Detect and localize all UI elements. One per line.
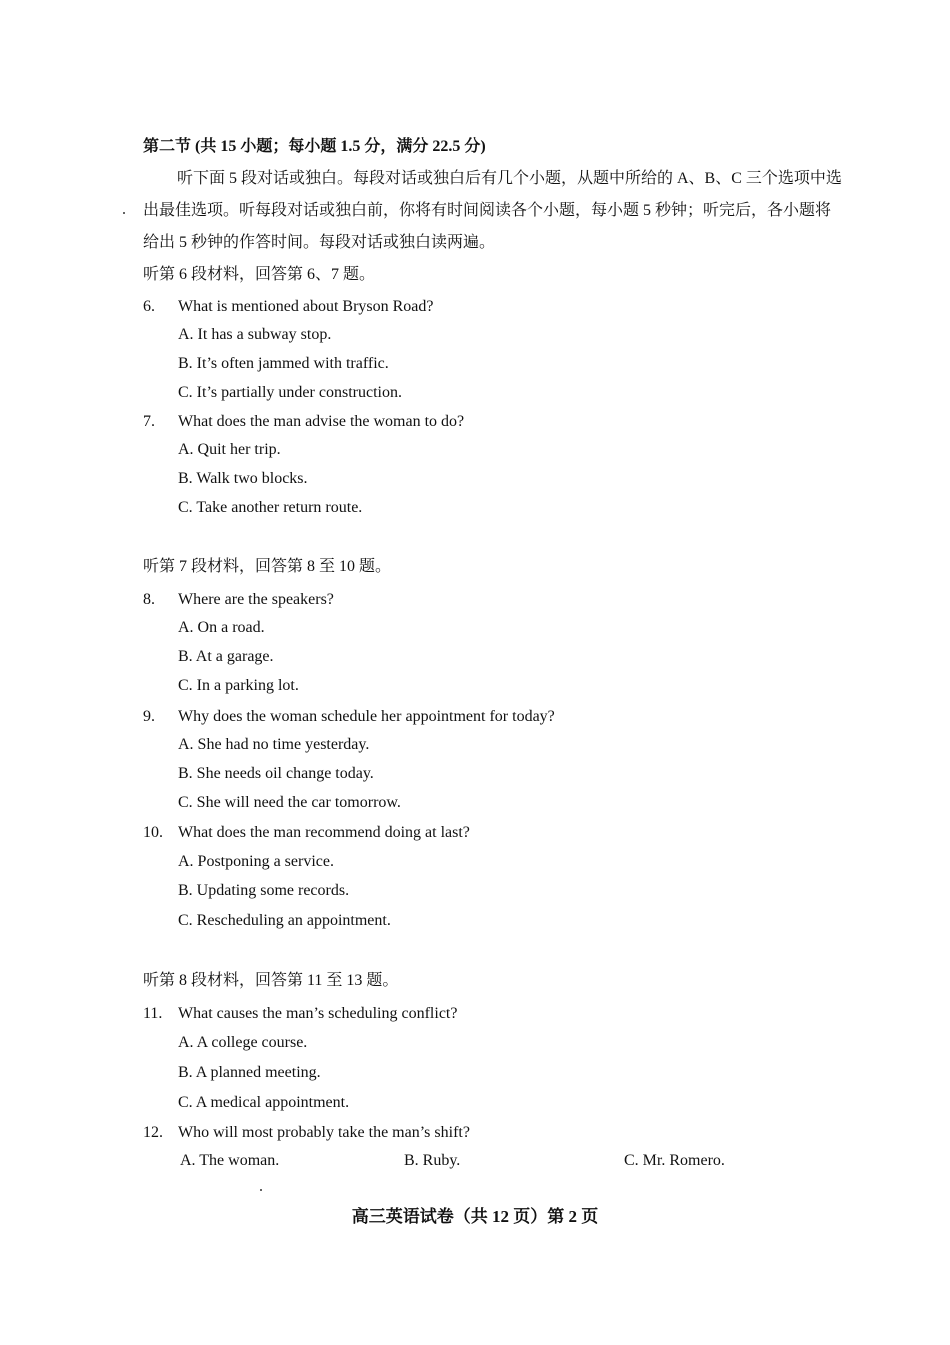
question <box>143 412 464 432</box>
question-number: 9. <box>143 708 155 725</box>
page-footer: 高三英语试卷（共 12 页）第 2 页 <box>351 1207 599 1226</box>
question-text: Where are the speakers? <box>178 591 334 608</box>
option: B. It’s often jammed with traffic. <box>178 355 389 372</box>
option: A. On a road. <box>178 619 265 636</box>
option: A. She had no time yesterday. <box>178 736 370 753</box>
option: C. Rescheduling an appointment. <box>178 912 391 929</box>
question <box>143 590 334 610</box>
question <box>143 823 470 843</box>
option: A. It has a subway stop. <box>178 326 332 343</box>
question-number: 10. <box>143 824 163 841</box>
question-text: What causes the man’s scheduling conflict? <box>178 1005 458 1022</box>
option: A. Postponing a service. <box>178 853 334 870</box>
question-number: 12. <box>143 1124 163 1141</box>
question-number: 11. <box>143 1005 163 1022</box>
option: B. She needs oil change today. <box>178 765 374 782</box>
question-text: What does the man recommend doing at last? <box>178 824 470 841</box>
group-header: 听第 7 段材料，回答第 8 至 10 题。 <box>143 558 392 575</box>
scan-speck <box>123 212 125 214</box>
option: C. In a parking lot. <box>178 677 299 694</box>
question-number: 8. <box>143 591 155 608</box>
question-text: What does the man advise the woman to do? <box>178 413 465 430</box>
question <box>143 1004 457 1024</box>
question-text: Who will most probably take the man’s shift? <box>178 1124 470 1141</box>
group-header: 听第 6 段材料，回答第 6、7 题。 <box>143 266 376 283</box>
inline-options <box>180 1152 780 1172</box>
option: B. Updating some records. <box>178 882 350 899</box>
section-title: 第二节 (共 15 小题；每小题 1.5 分，满分 22.5 分) <box>143 138 486 155</box>
option: A. The woman. <box>180 1152 280 1169</box>
option: C. She will need the car tomorrow. <box>178 794 401 811</box>
option: A. Quit her trip. <box>178 441 281 458</box>
option: C. Mr. Romero. <box>624 1152 725 1169</box>
question-number: 7. <box>143 413 155 430</box>
option: B. At a garage. <box>178 648 274 665</box>
question <box>143 707 555 727</box>
question-number: 6. <box>143 298 155 315</box>
question-text: Why does the woman schedule her appointment for today? <box>178 708 555 725</box>
option: B. Walk two blocks. <box>178 470 308 487</box>
option: C. Take another return route. <box>178 499 363 516</box>
option: C. It’s partially under construction. <box>178 384 402 401</box>
option: B. A planned meeting. <box>178 1064 321 1081</box>
section-instructions: 听下面 5 段对话或独白。每段对话或独白后有几个小题，从题中所给的 A、B、C 三个选项中选出最佳选项。听每段对话或独白前，你将有时间阅读各个小题，每小题 5 秒钟；听完后，各小题将给出 5 秒钟的作答时间。每段对话或独白读两遍。 <box>143 170 842 251</box>
question <box>143 297 434 317</box>
question <box>143 1123 470 1143</box>
option: A. A college course. <box>178 1034 308 1051</box>
scan-speck <box>260 1189 262 1191</box>
option: C. A medical appointment. <box>178 1094 350 1111</box>
group-header: 听第 8 段材料，回答第 11 至 13 题。 <box>143 972 399 989</box>
question-text: What is mentioned about Bryson Road? <box>178 298 434 315</box>
option: B. Ruby. <box>404 1152 461 1169</box>
